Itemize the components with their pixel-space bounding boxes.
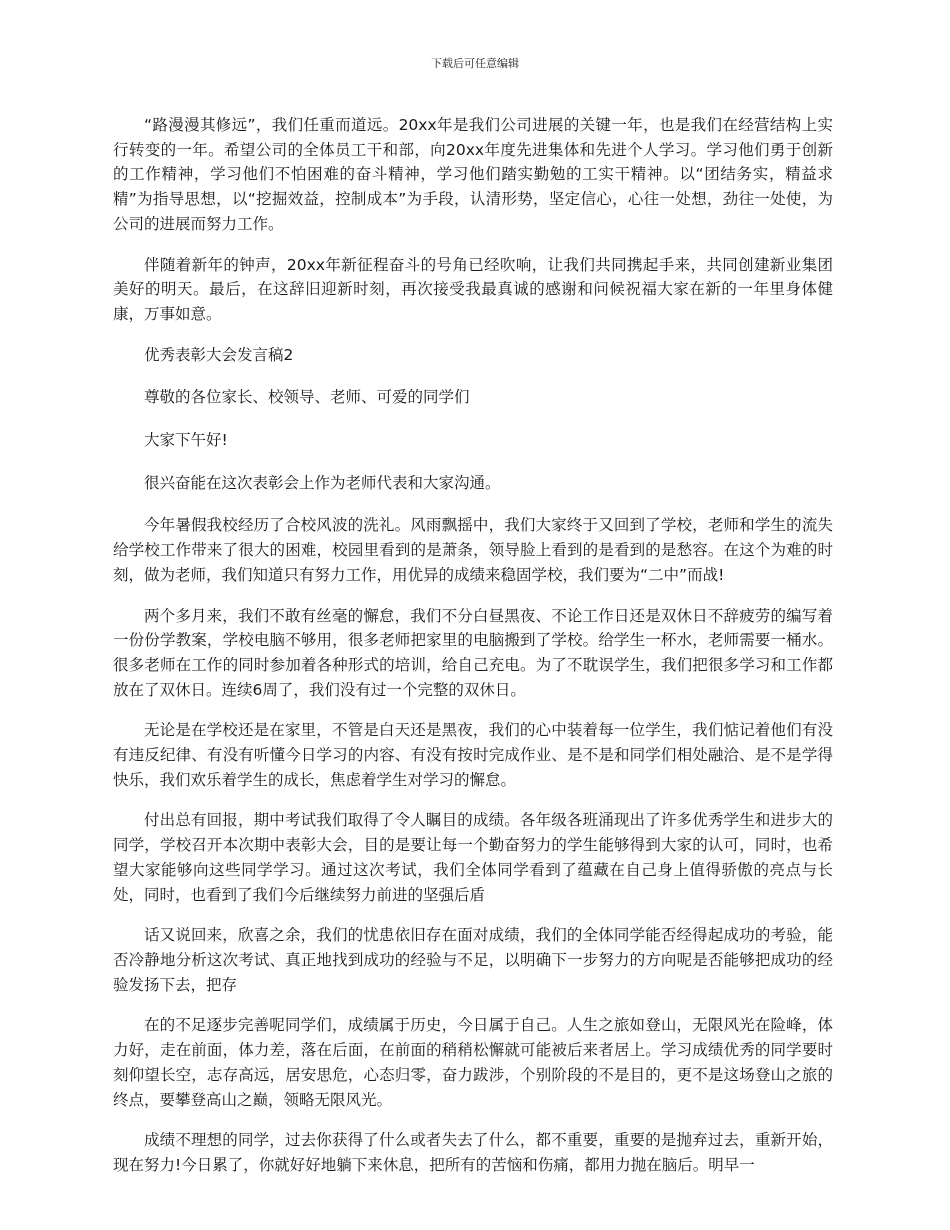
section-title: 优秀表彰大会发言稿2 [144,345,294,364]
paragraph: 成绩不理想的同学，过去你获得了什么或者失去了什么，都不重要，重要的是抛弃过去，重新开始，现在努力!今日累了，你就好好地躺下来休息，把所有的苦恼和伤痛，都用力抛在脑后。明早一 [113,1131,833,1174]
greeting: 大家下午好! [144,431,228,450]
paragraph: 今年暑假我校经历了合校风波的洗礼。风雨飘摇中，我们大家终于又回到了学校，老师和学生的流失给学校工作带来了很大的困难，校园里看到的是萧条，领导脸上看到的是看到的是愁容。在这个为难的时刻，做为老师，我们知道只有努力工作，用优异的成绩来稳固学校，我们要为“二中”而战! [113,516,833,584]
document-body [113,113,833,1194]
paragraph: 两个多月来，我们不敢有丝毫的懈怠，我们不分白昼黑夜、不论工作日还是双休日不辞疲劳的编写着一份份学教案，学校电脑不够用，很多老师把家里的电脑搬到了学校。给学生一杯水，老师需要一桶水。很多老师在工作的同时参加着各种形式的培训，给自己充电。为了不耽误学生，我们把很多学习和工作都放在了双休日。连续6周了，我们没有过一个完整的双休日。 [113,606,833,699]
paragraph: 话又说回来，欣喜之余，我们的忧患依旧存在面对成绩，我们的全体同学能否经得起成功的考验，能否冷静地分析这次考试、真正地找到成功的经验与不足，以明确下一步努力的方向呢是否能够把成功的经验发扬下去，把存 [113,926,833,994]
page-header-note: 下载后可任意编辑 [431,57,519,70]
salutation: 尊敬的各位家长、校领导、老师、可爱的同学们 [144,388,470,407]
paragraph: “路漫漫其修远”，我们任重而道远。20xx年是我们公司进展的关键一年，也是我们在经营结构上实行转变的一年。希望公司的全体员工干和部，向20xx年度先进集体和先进个人学习。学习他们勇于创新的工作精神，学习他们不怕困难的奋斗精神，学习他们踏实勤勉的工实干精神。以“团结务实，精益求精”为指导思想，以“挖掘效益，控制成本”为手段，认清形势，坚定信心，心往一处想，劲往一处使，为公司的进展而努力工作。 [113,116,833,233]
paragraph: 伴随着新年的钟声，20xx年新征程奋斗的号角已经吹响，让我们共同携起手来，共同创建新业集团美好的明天。最后，在这辞旧迎新时刻，再次接受我最真诚的感谢和问候祝福大家在新的一年里身体健康，万事如意。 [113,255,833,323]
paragraph: 在的不足逐步完善呢同学们，成绩属于历史，今日属于自己。人生之旅如登山，无限风光在险峰，体力好，走在前面，体力差，落在后面，在前面的稍稍松懈就可能被后来者居上。学习成绩优秀的同学要时刻仰望长空，志存高远，居安思危，心态归零，奋力跋涉，个别阶段的不是目的，更不是这场登山之旅的终点，要攀登高山之巅，领略无限风光。 [113,1016,833,1109]
paragraph: 很兴奋能在这次表彰会上作为老师代表和大家沟通。 [144,473,501,492]
paragraph: 付出总有回报，期中考试我们取得了令人瞩目的成绩。各年级各班涌现出了许多优秀学生和进步大的同学，学校召开本次期中表彰大会，目的是要让每一个勤奋努力的学生能够得到大家的认可，同时，也希望大家能够向这些同学学习。通过这次考试，我们全体同学看到了蕴藏在自己身上值得骄傲的亮点与长处，同时，也看到了我们今后继续努力前进的坚强后盾 [113,811,833,904]
paragraph: 无论是在学校还是在家里，不管是白天还是黑夜，我们的心中装着每一位学生，我们惦记着他们有没有违反纪律、有没有听懂今日学习的内容、有没有按时完成作业、是不是和同学们相处融洽、是不是学得快乐，我们欢乐着学生的成长，焦虑着学生对学习的懈怠。 [113,721,833,789]
